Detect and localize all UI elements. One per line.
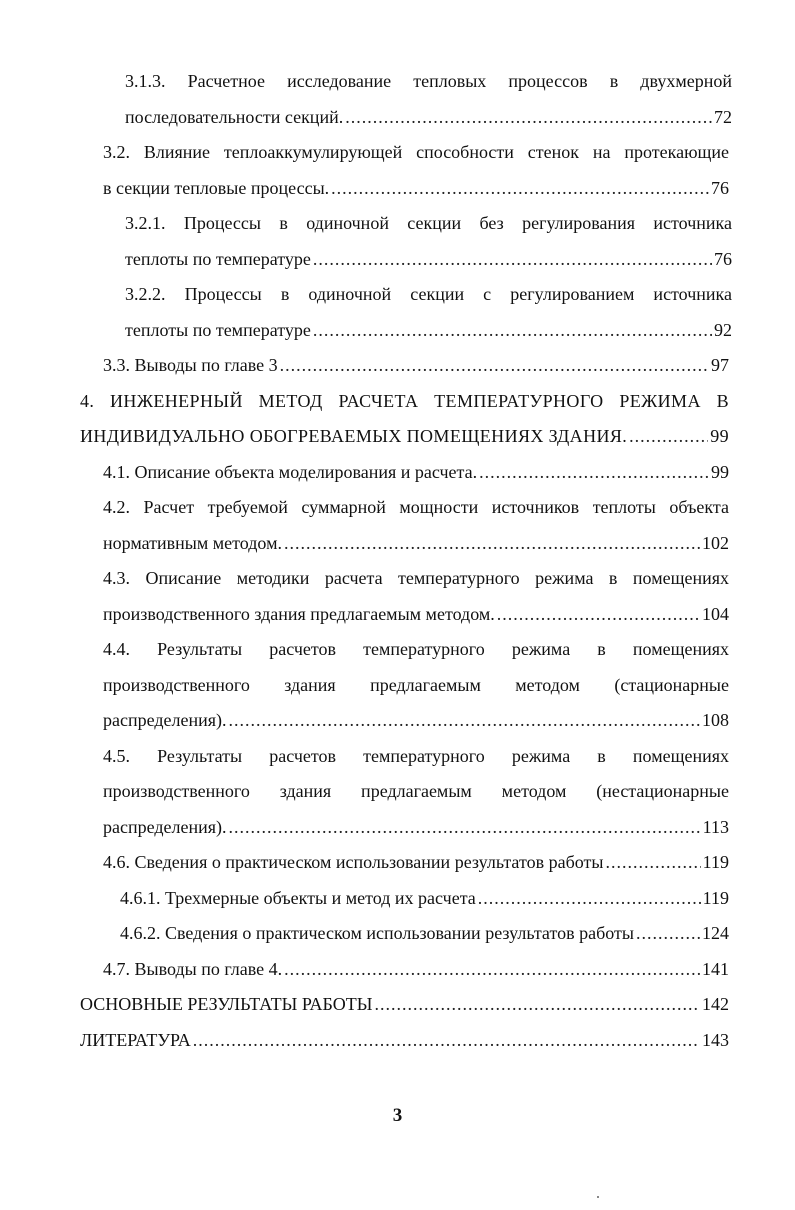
dot-leader bbox=[497, 597, 700, 633]
toc-page-number: 108 bbox=[702, 710, 729, 730]
page-number: 3 bbox=[392, 1105, 403, 1126]
toc-entry-text: 3.2. Влияние теплоаккумулирующей способности стенок на протекающие bbox=[103, 142, 729, 162]
dot-leader bbox=[229, 703, 700, 739]
toc-entry-text: 3.1.3. Расчетное исследование тепловых процессов в двухмерной bbox=[125, 71, 732, 91]
toc-entry-chapter-4[interactable] bbox=[80, 384, 729, 455]
toc-entry-text: 4.4. Результаты расчетов температурного режима в помещениях bbox=[103, 639, 729, 659]
scan-speck bbox=[597, 1196, 599, 1198]
toc-entry-4-2[interactable] bbox=[103, 490, 729, 561]
toc-entry-4-3[interactable] bbox=[103, 561, 729, 632]
toc-entry-4-4[interactable] bbox=[103, 632, 729, 739]
toc-entry-text-end: распределения). bbox=[103, 710, 227, 730]
dot-leader bbox=[331, 171, 709, 207]
dot-leader bbox=[629, 419, 708, 455]
toc-entry-4-5[interactable] bbox=[103, 739, 729, 846]
toc-entry-4-1[interactable] bbox=[103, 455, 729, 491]
toc-entry-text: 4.6.2. Сведения о практическом использовании результатов работы bbox=[120, 923, 634, 943]
dot-leader bbox=[345, 100, 712, 136]
toc-entry-text: 4.6. Сведения о практическом использовании результатов работы bbox=[103, 852, 604, 872]
toc-page-number: 72 bbox=[714, 106, 732, 127]
dot-leader bbox=[605, 845, 700, 881]
table-of-contents bbox=[0, 64, 795, 1058]
toc-page-number: 142 bbox=[702, 994, 729, 1014]
toc-entry-text-cont: производственного здания предлагаемым методом (стационарные bbox=[103, 674, 729, 695]
dot-leader bbox=[313, 242, 712, 278]
toc-entry-3-2-2[interactable] bbox=[125, 277, 732, 348]
toc-page-number: 141 bbox=[702, 958, 729, 979]
toc-entry-text: 4.1. Описание объекта моделирования и расчета. bbox=[103, 461, 478, 482]
toc-page-number: 76 bbox=[711, 177, 729, 198]
toc-page-number: 124 bbox=[702, 923, 729, 943]
toc-entry-text: 4.6.1. Трехмерные объекты и метод их расчета bbox=[120, 887, 476, 908]
toc-entry-4-6[interactable] bbox=[103, 845, 729, 881]
toc-entry-3-1-3[interactable] bbox=[125, 64, 732, 135]
toc-entry-text: 3.3. Выводы по главе 3 bbox=[103, 355, 278, 375]
toc-entry-text-cont: ИНДИВИДУАЛЬНО ОБОГРЕВАЕМЫХ ПОМЕЩЕНИЯХ ЗДАНИЯ. bbox=[80, 426, 628, 446]
toc-page-number: 143 bbox=[702, 1029, 729, 1050]
toc-entry-4-6-1[interactable] bbox=[120, 881, 729, 917]
toc-page-number: 104 bbox=[702, 603, 729, 624]
toc-page-number: 97 bbox=[711, 355, 729, 375]
toc-page-number: 99 bbox=[711, 461, 729, 482]
toc-entry-literature[interactable] bbox=[80, 1023, 729, 1059]
toc-entry-text-cont: последовательности секций. bbox=[125, 106, 344, 127]
toc-entry-text: 3.2.1. Процессы в одиночной секции без регулирования источника bbox=[125, 213, 732, 233]
toc-entry-text-cont: производственного здания предлагаемым методом (нестационарные bbox=[103, 781, 729, 801]
dot-leader bbox=[478, 881, 701, 917]
dot-leader bbox=[479, 455, 709, 491]
toc-entry-text: 3.2.2. Процессы в одиночной секции с регулированием источника bbox=[125, 284, 732, 304]
toc-entry-text: ОСНОВНЫЕ РЕЗУЛЬТАТЫ РАБОТЫ bbox=[80, 994, 373, 1014]
toc-page-number: 92 bbox=[714, 319, 732, 340]
dot-leader bbox=[313, 313, 712, 349]
toc-page-number: 119 bbox=[702, 887, 729, 908]
toc-entry-text-cont: производственного здания предлагаемым методом. bbox=[103, 603, 495, 624]
toc-entry-text: ЛИТЕРАТУРА bbox=[80, 1029, 191, 1050]
dot-leader bbox=[374, 987, 700, 1023]
toc-page-number: 99 bbox=[710, 426, 729, 446]
toc-page-number: 113 bbox=[702, 816, 729, 837]
toc-entry-text: 4.5. Результаты расчетов температурного режима в помещениях bbox=[103, 745, 729, 766]
toc-entry-4-7[interactable] bbox=[103, 952, 729, 988]
dot-leader bbox=[284, 526, 700, 562]
toc-entry-main-results[interactable] bbox=[80, 987, 729, 1023]
toc-entry-text: 4.3. Описание методики расчета температурного режима в помещениях bbox=[103, 568, 729, 588]
toc-entry-text: 4.2. Расчет требуемой суммарной мощности источников теплоты объекта bbox=[103, 497, 729, 517]
toc-entry-text-cont: теплоты по температуре bbox=[125, 319, 311, 340]
toc-page-number: 102 bbox=[702, 532, 729, 553]
toc-page-number: 119 bbox=[702, 852, 729, 872]
toc-entry-4-6-2[interactable] bbox=[120, 916, 729, 952]
toc-page-number: 76 bbox=[714, 248, 732, 269]
dot-leader bbox=[280, 348, 709, 384]
toc-entry-3-2[interactable] bbox=[103, 135, 729, 206]
toc-entry-text-cont: теплоты по температуре bbox=[125, 248, 311, 269]
toc-entry-text: 4.7. Выводы по главе 4. bbox=[103, 958, 283, 979]
toc-entry-text-end: распределения). bbox=[103, 816, 227, 837]
toc-entry-3-2-1[interactable] bbox=[125, 206, 732, 277]
dot-leader bbox=[284, 952, 700, 988]
dot-leader bbox=[636, 916, 700, 952]
dot-leader bbox=[193, 1023, 700, 1059]
dot-leader bbox=[229, 810, 701, 846]
toc-entry-text-cont: нормативным методом. bbox=[103, 532, 282, 553]
toc-entry-text: 4. ИНЖЕНЕРНЫЙ МЕТОД РАСЧЕТА ТЕМПЕРАТУРНОГО РЕЖИМА В bbox=[80, 390, 729, 411]
toc-entry-3-3[interactable] bbox=[103, 348, 729, 384]
toc-entry-text-cont: в секции тепловые процессы. bbox=[103, 177, 330, 198]
